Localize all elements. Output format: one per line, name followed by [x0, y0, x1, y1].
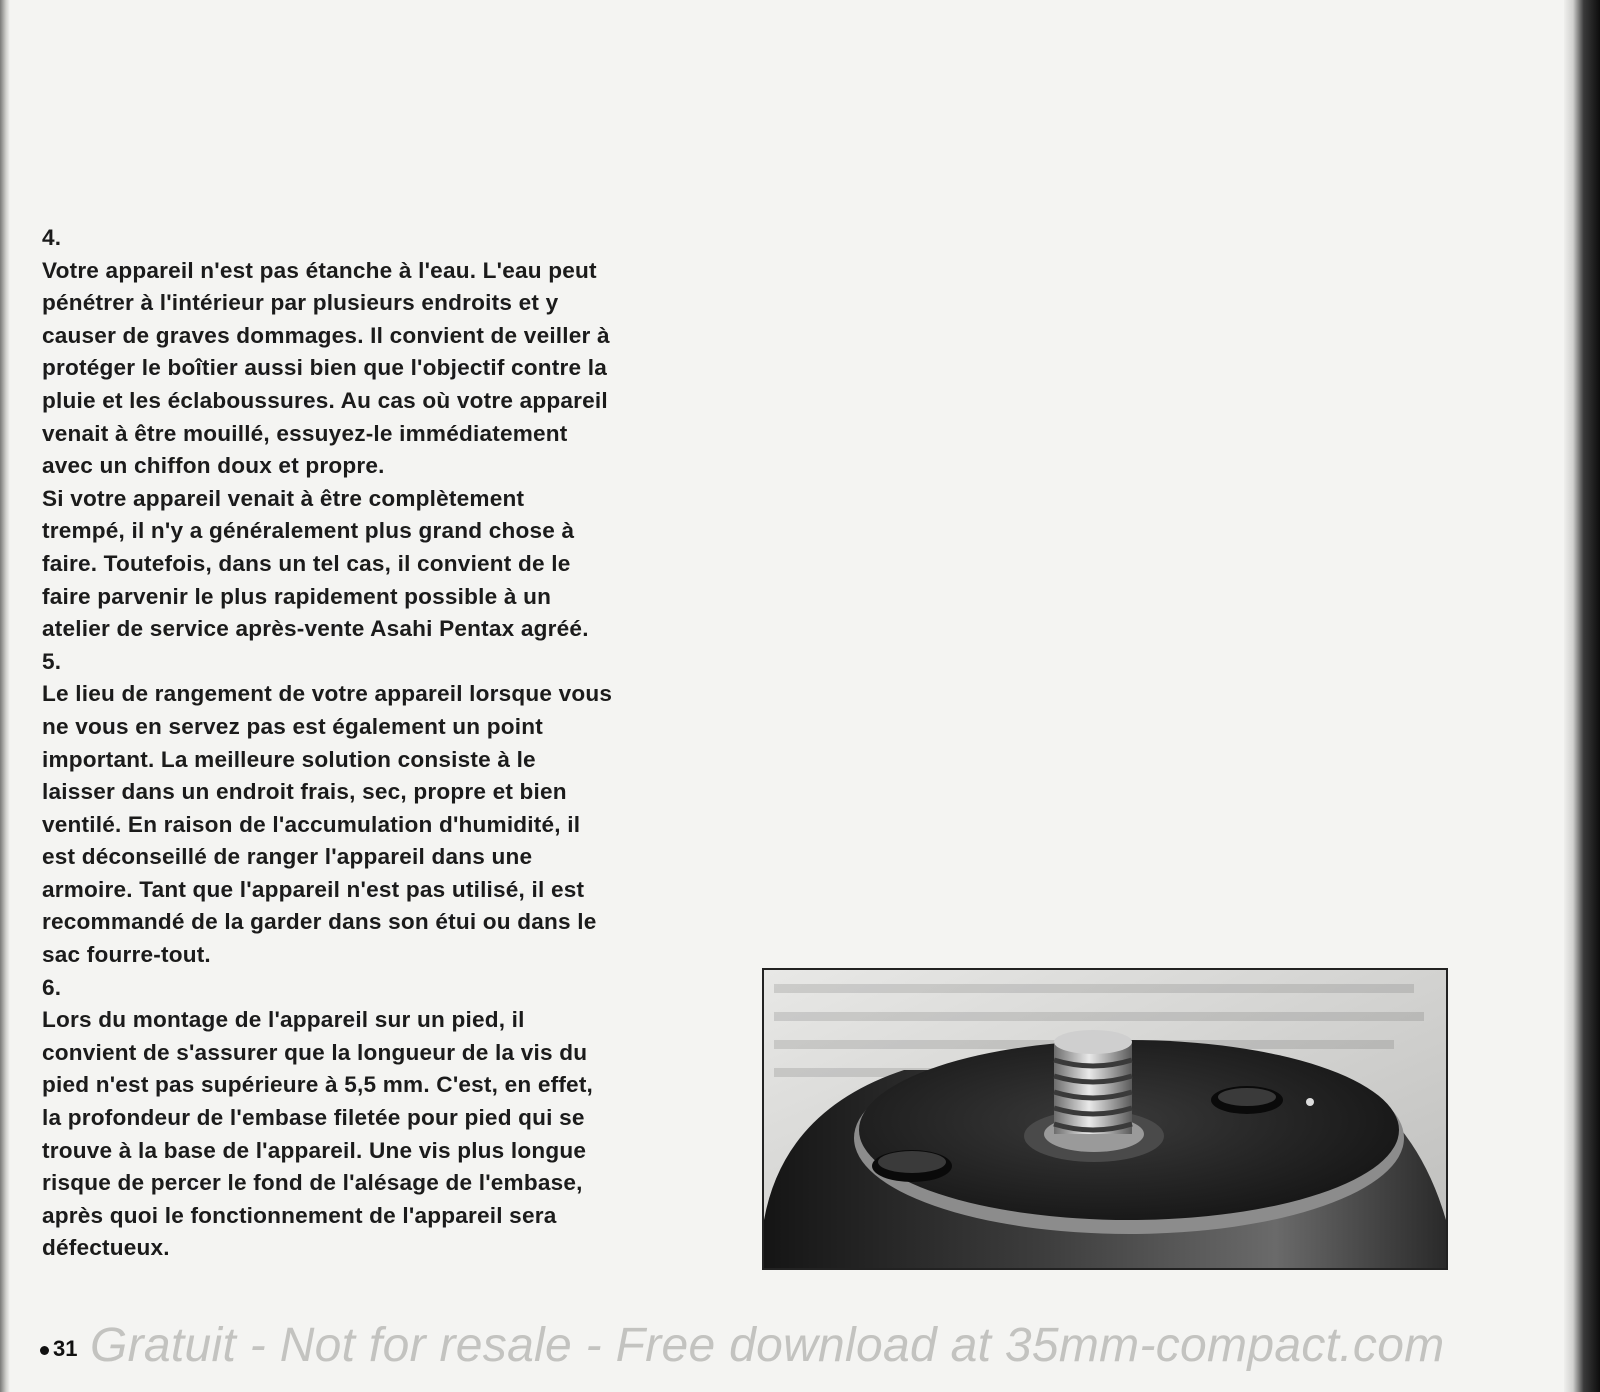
section-number: 4.: [42, 225, 62, 250]
text-run: important. La meilleure solution consiste à le: [42, 746, 536, 772]
text-line: [42, 906, 732, 939]
text-run: pied n'est pas supérieure à 5,5 mm. C'est, en effet,: [42, 1072, 594, 1098]
text-run: trouve à la base de l'appareil. Une vis plus longue: [42, 1137, 587, 1163]
bullet-icon: [40, 1346, 49, 1355]
text-run: sac fourre-tout.: [42, 942, 211, 968]
text-line: [42, 255, 732, 288]
tripod-screw: [1054, 1042, 1132, 1134]
text-line: [42, 776, 732, 809]
text-line: [42, 1102, 732, 1135]
section-number: 5.: [42, 648, 62, 674]
text-line: [42, 1232, 732, 1265]
text-run: la profondeur de l'embase filetée pour pied qui se: [42, 1105, 585, 1131]
text-line: [42, 613, 732, 646]
text-line: [42, 809, 732, 842]
text-run: laisser dans un endroit frais, sec, propre et bien: [42, 779, 567, 805]
text-line: [42, 418, 732, 451]
text-line: [42, 1135, 732, 1168]
text-run: ne vous en servez pas est également un point: [42, 713, 543, 739]
locating-hole-left-inner: [878, 1151, 946, 1173]
text-line: [42, 352, 732, 385]
text-line: [42, 1069, 732, 1102]
text-line: [42, 515, 732, 548]
text-line: [42, 581, 732, 614]
text-run: atelier de service après-vente Asahi Pentax agréé.: [42, 616, 589, 642]
text-run: causer de graves dommages. Il convient de veiller à: [42, 322, 610, 348]
text-line: [42, 1037, 732, 1070]
text-line: [42, 841, 732, 874]
text-run: Lors du montage de l'appareil sur un pied, il: [42, 1007, 525, 1033]
page-number-text: 31: [53, 1336, 78, 1361]
text-run: est déconseillé de ranger l'appareil dans une: [42, 844, 533, 870]
text-run: convient de s'assurer que la longueur de la vis du: [42, 1039, 588, 1065]
text-run: pénétrer à l'intérieur par plusieurs endroits et y: [42, 290, 559, 316]
page-left-shadow: [0, 0, 10, 1392]
contact-pin: [1306, 1098, 1314, 1106]
text-line: [42, 320, 732, 353]
section-paragraph: [42, 678, 732, 971]
text-run: recommandé de la garder dans son étui ou dans le: [42, 909, 597, 935]
locating-hole-right-inner: [1218, 1088, 1276, 1106]
text-run: pluie et les éclaboussures. Au cas où votre appareil: [42, 387, 608, 413]
text-run: Votre appareil n'est: [42, 257, 260, 283]
text-line: [42, 548, 732, 581]
text-line: [42, 939, 732, 972]
text-run: défectueux.: [42, 1235, 170, 1261]
text-run: armoire. Tant que l'appareil n'est pas utilisé, il est: [42, 876, 585, 902]
text-line: [42, 450, 732, 483]
text-run: faire. Toutefois, dans un tel cas, il convient de le: [42, 550, 571, 576]
tripod-socket-photo: [762, 968, 1448, 1270]
section-paragraph: [42, 1004, 732, 1265]
tripod-screw-illustration: [764, 970, 1446, 1268]
text-run: Le lieu de rangement de votre appareil lorsque vous: [42, 681, 613, 707]
text-line: [42, 874, 732, 907]
text-run: Si votre appareil venait à être complètement: [42, 485, 525, 511]
text-run: faire parvenir le plus rapidement possible à un: [42, 583, 552, 609]
text-run: avec un chiffon doux et propre.: [42, 453, 385, 479]
text-line: [42, 483, 732, 516]
text-run: ventilé. En raison de l'accumulation d'humidité, il: [42, 811, 581, 837]
text-run: étanche à l'eau. L'eau peut: [299, 257, 597, 283]
text-run: venait à être mouillé, essuyez-le immédiatement: [42, 420, 568, 446]
screw-tip: [1054, 1030, 1132, 1054]
page-binding-edge: [1564, 0, 1600, 1392]
text-run: protéger le boîtier aussi bien que l'objectif contre la: [42, 355, 608, 381]
text-line: [42, 1004, 732, 1037]
section-paragraph: [42, 255, 732, 646]
text-line: [42, 711, 732, 744]
watermark: Gratuit - Not for resale - Free download at 35mm-compact.com: [90, 1319, 1445, 1372]
text-line: [42, 744, 732, 777]
emphasis-word: pas: [259, 257, 300, 283]
text-line: [42, 1200, 732, 1233]
text-run: trempé, il n'y a généralement plus grand chose à: [42, 518, 575, 544]
text-line: [42, 1167, 732, 1200]
text-line: [42, 678, 732, 711]
text-run: après quoi le fonctionnement de l'appareil sera: [42, 1202, 557, 1228]
page-footer: [40, 1318, 1580, 1388]
instructions-text: [42, 222, 732, 1265]
page-number: [40, 1336, 77, 1362]
text-line: [42, 287, 732, 320]
text-line: [42, 385, 732, 418]
section-number: 6.: [42, 974, 62, 1000]
text-run: risque de percer le fond de l'alésage de l'embase,: [42, 1170, 583, 1196]
